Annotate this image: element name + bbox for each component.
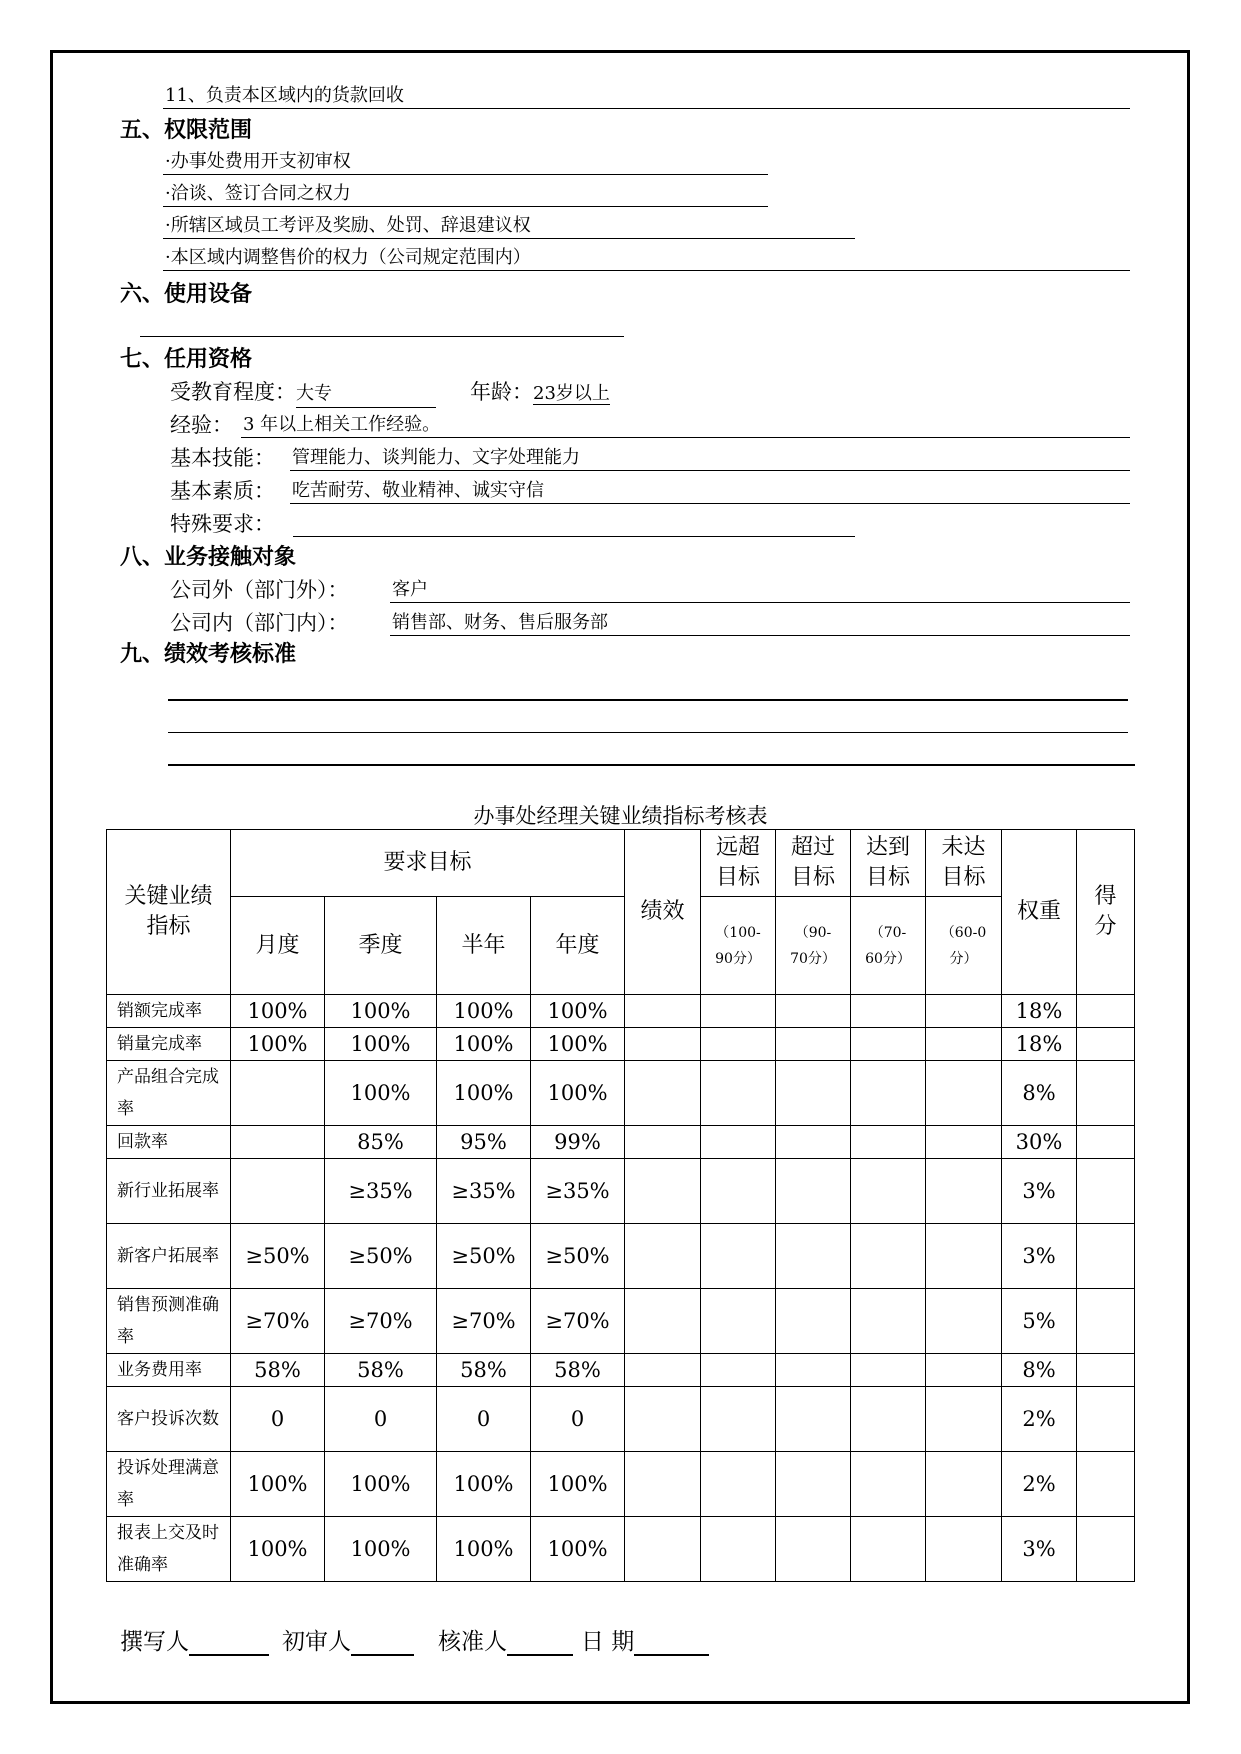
kpi-name-cell: 投诉处理满意率 [107,1452,231,1517]
special-blank-line [293,536,855,537]
level-1-cell [701,995,776,1028]
inside-value: 销售部、财务、售后服务部 [390,611,1130,636]
level-3-cell [851,995,926,1028]
quarter-target-cell: 100% [325,1452,437,1517]
quarter-target-cell: ≥50% [325,1224,437,1289]
year-target-cell: 100% [531,995,625,1028]
performance-cell [625,1517,701,1582]
weight-cell: 18% [1002,995,1077,1028]
level-1-cell [701,1354,776,1387]
kpi-name-cell: 新行业拓展率 [107,1159,231,1224]
level-4-cell [926,1028,1002,1061]
level-4-cell [926,1354,1002,1387]
header-level-4: 未达目标 [926,830,1002,897]
level-2-cell [776,1517,851,1582]
month-target-cell: 100% [231,1028,325,1061]
kpi-table-title: 办事处经理关键业绩指标考核表 [473,804,768,828]
section-7-title: 七、任用资格 [120,347,253,372]
level-1-cell [701,1159,776,1224]
quality-label: 基本素质： [170,479,275,503]
month-target-cell: ≥70% [231,1289,325,1354]
outside-label: 公司外（部门外）： [170,578,349,602]
half-year-target-cell: 58% [437,1354,531,1387]
kpi-name-cell: 销售预测准确率 [107,1289,231,1354]
authority-item-3: ·所辖区域员工考评及奖励、处罚、辞退建议权 [163,214,855,239]
level-3-cell [851,1452,926,1517]
skill-label: 基本技能： [170,446,275,470]
weight-cell: 3% [1002,1224,1077,1289]
level-3-cell [851,1159,926,1224]
level-3-cell [851,1354,926,1387]
half-year-target-cell: ≥35% [437,1159,531,1224]
header-level-1-range: （100-90分） [701,897,776,995]
quarter-target-cell: ≥35% [325,1159,437,1224]
half-year-target-cell: ≥50% [437,1224,531,1289]
authority-item-2: ·洽谈、签订合同之权力 [163,182,768,207]
table-row [107,1289,1135,1354]
score-cell [1077,1289,1135,1354]
half-year-target-cell: 100% [437,1028,531,1061]
level-2-cell [776,1061,851,1126]
age-value: 23岁以上 [533,383,610,404]
reviewer-line [351,1630,414,1656]
header-level-2-range: （90-70分） [776,897,851,995]
month-target-cell [231,1061,325,1126]
header-year: 年度 [531,897,625,995]
score-cell [1077,1159,1135,1224]
year-target-cell: 100% [531,1028,625,1061]
month-target-cell: ≥50% [231,1224,325,1289]
score-cell [1077,1517,1135,1582]
signature-approver [438,1628,573,1656]
weight-cell: 18% [1002,1028,1077,1061]
table-row [107,995,1135,1028]
score-cell [1077,1126,1135,1159]
level-1-cell [701,1289,776,1354]
weight-cell: 2% [1002,1452,1077,1517]
header-month: 月度 [231,897,325,995]
score-cell [1077,1061,1135,1126]
quarter-target-cell: 100% [325,1028,437,1061]
table-row [107,1387,1135,1452]
quarter-target-cell: 58% [325,1354,437,1387]
outside-value: 客户 [390,578,1130,603]
level-3-cell [851,1126,926,1159]
perf-blank-line-3 [168,764,1135,766]
header-level-2: 超过目标 [776,830,851,897]
header-level-3: 达到目标 [851,830,926,897]
quarter-target-cell: 100% [325,1061,437,1126]
quality-value: 吃苦耐劳、敬业精神、诚实守信 [290,479,1130,504]
score-cell [1077,1028,1135,1061]
edu-value: 大专 [296,381,436,408]
half-year-target-cell: 95% [437,1126,531,1159]
kpi-name-cell: 产品组合完成率 [107,1061,231,1126]
exp-value: 3 年以上相关工作经验。 [241,413,1130,438]
table-row [107,1028,1135,1061]
score-cell [1077,995,1135,1028]
month-target-cell: 100% [231,1517,325,1582]
year-target-cell: ≥35% [531,1159,625,1224]
performance-cell [625,1289,701,1354]
header-performance: 绩效 [625,830,701,995]
header-level-1: 远超目标 [701,830,776,897]
weight-cell: 2% [1002,1387,1077,1452]
weight-cell: 30% [1002,1126,1077,1159]
weight-cell: 8% [1002,1354,1077,1387]
kpi-name-cell: 销量完成率 [107,1028,231,1061]
signature-reviewer [282,1628,414,1656]
weight-cell: 8% [1002,1061,1077,1126]
quarter-target-cell: 0 [325,1387,437,1452]
kpi-name-cell: 新客户拓展率 [107,1224,231,1289]
header-level-3-range: （70-60分） [851,897,926,995]
level-2-cell [776,1028,851,1061]
month-target-cell [231,1126,325,1159]
section-6-title: 六、使用设备 [120,282,253,307]
weight-cell: 3% [1002,1517,1077,1582]
weight-cell: 5% [1002,1289,1077,1354]
table-row [107,1354,1135,1387]
half-year-target-cell: ≥70% [437,1289,531,1354]
year-target-cell: ≥50% [531,1224,625,1289]
year-target-cell: 58% [531,1354,625,1387]
skill-value: 管理能力、谈判能力、文字处理能力 [290,446,1130,471]
header-weight: 权重 [1002,830,1077,995]
performance-cell [625,1387,701,1452]
inside-label: 公司内（部门内）： [170,611,349,635]
age-label: 年龄： [470,380,533,404]
year-target-cell: 100% [531,1517,625,1582]
header-score: 得分 [1077,830,1135,995]
header-quarter: 季度 [325,897,437,995]
edu-label: 受教育程度： [170,380,296,404]
table-row [107,1452,1135,1517]
half-year-target-cell: 100% [437,1061,531,1126]
table-row [107,1224,1135,1289]
performance-cell [625,1354,701,1387]
level-4-cell [926,1126,1002,1159]
year-target-cell: ≥70% [531,1289,625,1354]
performance-cell [625,1452,701,1517]
level-1-cell [701,1126,776,1159]
month-target-cell: 0 [231,1387,325,1452]
level-2-cell [776,1289,851,1354]
header-level-4-range: （60-0分） [926,897,1002,995]
quarter-target-cell: 100% [325,995,437,1028]
level-2-cell [776,1126,851,1159]
half-year-target-cell: 100% [437,1517,531,1582]
table-row [107,1126,1135,1159]
section-9-title: 九、绩效考核标准 [120,642,297,667]
level-3-cell [851,1028,926,1061]
level-1-cell [701,1387,776,1452]
level-4-cell [926,1224,1002,1289]
kpi-name-cell: 客户投诉次数 [107,1387,231,1452]
quarter-target-cell: ≥70% [325,1289,437,1354]
month-target-cell [231,1159,325,1224]
header-half-year: 半年 [437,897,531,995]
performance-cell [625,1061,701,1126]
level-3-cell [851,1061,926,1126]
score-cell [1077,1224,1135,1289]
level-1-cell [701,1517,776,1582]
signature-writer [120,1628,269,1656]
approver-label: 核准人 [438,1629,507,1655]
kpi-table [106,829,1135,1582]
year-target-cell: 100% [531,1061,625,1126]
date-line [634,1630,709,1656]
level-3-cell [851,1289,926,1354]
performance-cell [625,995,701,1028]
signature-date [581,1628,709,1656]
level-4-cell [926,1061,1002,1126]
level-1-cell [701,1061,776,1126]
half-year-target-cell: 100% [437,995,531,1028]
authority-item-4: ·本区域内调整售价的权力（公司规定范围内） [163,246,1130,271]
approver-line [507,1630,573,1656]
authority-item-1: ·办事处费用开支初审权 [163,150,768,175]
kpi-name-cell: 报表上交及时准确率 [107,1517,231,1582]
quarter-target-cell: 85% [325,1126,437,1159]
level-1-cell [701,1028,776,1061]
level-4-cell [926,1452,1002,1517]
header-kpi: 关键业绩指标 [107,830,231,995]
month-target-cell: 100% [231,1452,325,1517]
section-8-title: 八、业务接触对象 [120,545,297,570]
year-target-cell: 0 [531,1387,625,1452]
reviewer-label: 初审人 [282,1629,351,1655]
year-target-cell: 100% [531,1452,625,1517]
month-target-cell: 100% [231,995,325,1028]
section-5-title: 五、权限范围 [120,118,253,143]
level-3-cell [851,1387,926,1452]
duty-item-11: 11、负责本区域内的货款回收 [163,84,1130,109]
level-3-cell [851,1517,926,1582]
half-year-target-cell: 100% [437,1452,531,1517]
level-4-cell [926,1387,1002,1452]
level-2-cell [776,1452,851,1517]
date-label: 日 期 [581,1629,635,1655]
weight-cell: 3% [1002,1159,1077,1224]
quarter-target-cell: 100% [325,1517,437,1582]
exp-label: 经验： [170,413,233,437]
kpi-name-cell: 业务费用率 [107,1354,231,1387]
level-2-cell [776,1387,851,1452]
level-2-cell [776,995,851,1028]
perf-blank-line-2 [168,732,1128,733]
table-row [107,1159,1135,1224]
level-2-cell [776,1224,851,1289]
level-1-cell [701,1224,776,1289]
qualification-edu-row [170,379,436,408]
perf-blank-line-1 [168,699,1128,701]
year-target-cell: 99% [531,1126,625,1159]
table-row [107,1061,1135,1126]
kpi-name-cell: 回款率 [107,1126,231,1159]
level-4-cell [926,995,1002,1028]
table-row [107,1517,1135,1582]
level-2-cell [776,1354,851,1387]
level-3-cell [851,1224,926,1289]
equipment-blank-line [140,336,624,337]
qualification-age-row [470,379,610,407]
score-cell [1077,1452,1135,1517]
score-cell [1077,1354,1135,1387]
level-4-cell [926,1159,1002,1224]
half-year-target-cell: 0 [437,1387,531,1452]
header-target: 要求目标 [231,830,625,897]
performance-cell [625,1126,701,1159]
performance-cell [625,1159,701,1224]
kpi-name-cell: 销额完成率 [107,995,231,1028]
level-4-cell [926,1289,1002,1354]
writer-line [189,1630,269,1656]
score-cell [1077,1387,1135,1452]
month-target-cell: 58% [231,1354,325,1387]
performance-cell [625,1028,701,1061]
level-1-cell [701,1452,776,1517]
writer-label: 撰写人 [120,1629,189,1655]
performance-cell [625,1224,701,1289]
level-2-cell [776,1159,851,1224]
special-label: 特殊要求： [170,512,275,536]
level-4-cell [926,1517,1002,1582]
